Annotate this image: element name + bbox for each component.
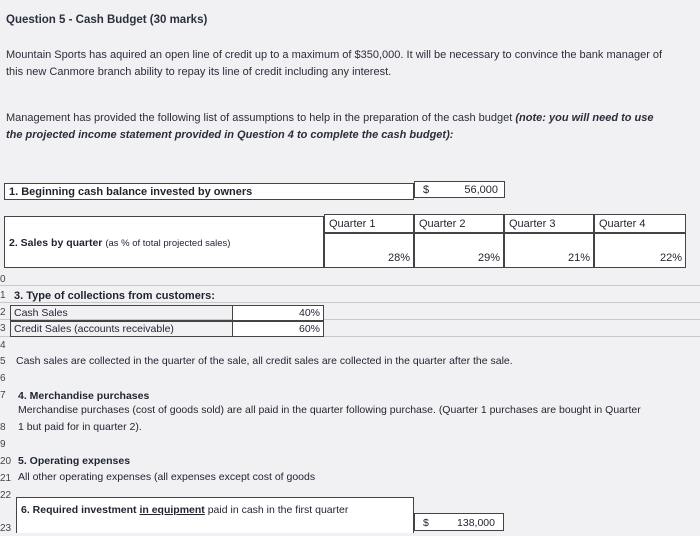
row-number: 1 bbox=[0, 290, 6, 301]
q4-sales-pct[interactable]: 22% bbox=[594, 233, 686, 268]
item6-label-end: paid in cash in the first quarter bbox=[204, 504, 349, 516]
credit-sales-label: Credit Sales (accounts receivable) bbox=[14, 323, 174, 335]
row-number: 3 bbox=[0, 323, 6, 334]
collections-note: Cash sales are collected in the quarter of the sale, all credit sales are collected in the quarter after the sale. bbox=[16, 355, 513, 367]
row-number: 8 bbox=[0, 422, 6, 433]
item6-currency: $ bbox=[423, 517, 429, 529]
item6-value-cell[interactable] bbox=[414, 513, 504, 531]
quarter-4-header: Quarter 4 bbox=[594, 214, 686, 233]
item5-line-1: All other operating expenses (all expenses except cost of goods bbox=[18, 471, 316, 483]
item3-label: 3. Type of collections from customers: bbox=[14, 290, 215, 302]
row-number: 22 bbox=[0, 490, 12, 501]
item1-currency: $ bbox=[423, 184, 430, 196]
credit-sales-pct[interactable]: 60% bbox=[232, 321, 324, 337]
item5-label: 5. Operating expenses bbox=[18, 455, 131, 467]
row-number: 6 bbox=[0, 373, 6, 384]
quarter-2-header: Quarter 2 bbox=[414, 214, 504, 233]
item1-value: 56,000 bbox=[464, 184, 498, 196]
row-number: 20 bbox=[0, 456, 12, 467]
item2-note: (as % of total projected sales) bbox=[105, 238, 231, 249]
q3-sales-pct[interactable]: 21% bbox=[504, 233, 594, 268]
row-number: 23 bbox=[0, 523, 12, 534]
quarter-1-header: Quarter 1 bbox=[324, 214, 414, 233]
row-divider bbox=[0, 285, 700, 286]
item4-line-1: Merchandise purchases (cost of goods sold) are all paid in the quarter following purchase. (Quarter 1 purchases are bought in Quarter bbox=[18, 404, 641, 416]
row-number: 5 bbox=[0, 356, 6, 367]
row-number: 2 bbox=[0, 307, 6, 318]
item2-label-cell bbox=[4, 216, 324, 268]
q2-sales-pct[interactable]: 29% bbox=[414, 233, 504, 268]
item6-label: 6. Required investment bbox=[21, 504, 140, 516]
row-divider bbox=[0, 302, 700, 303]
item1-value-cell[interactable] bbox=[414, 181, 505, 198]
intro-line-1: Mountain Sports has aquired an open line of credit up to a maximum of $350,000. It will be necessary to convince the bank manager of bbox=[6, 49, 663, 61]
quarter-3-header: Quarter 3 bbox=[504, 214, 594, 233]
item6-label-group bbox=[21, 504, 348, 516]
assumptions-text: Management has provided the following list of assumptions to help in the preparation of the cash budget bbox=[6, 112, 516, 124]
cash-sales-label-cell bbox=[10, 305, 232, 321]
row-number: 7 bbox=[0, 390, 6, 401]
assumptions-line-1 bbox=[6, 110, 654, 127]
q1-sales-pct[interactable]: 28% bbox=[324, 233, 414, 268]
item4-label: 4. Merchandise purchases bbox=[18, 390, 150, 402]
item1-label: 1. Beginning cash balance invested by owners bbox=[9, 186, 253, 198]
question-title: Question 5 - Cash Budget (30 marks) bbox=[6, 14, 208, 26]
item2-label-group bbox=[9, 237, 230, 249]
assumptions-line-2: the projected income statement provided in Question 4 to complete the cash budget): bbox=[6, 129, 454, 141]
item4-line-2: 1 but paid for in quarter 2). bbox=[18, 421, 142, 433]
item6-value: 138,000 bbox=[457, 517, 495, 529]
credit-sales-label-cell bbox=[10, 321, 232, 337]
cash-sales-pct[interactable]: 40% bbox=[232, 305, 324, 321]
item2-label: 2. Sales by quarter bbox=[9, 237, 103, 249]
item6-label-cell bbox=[16, 497, 414, 533]
assumptions-note-start: (note: you will need to use bbox=[515, 112, 654, 124]
row-number: 21 bbox=[0, 473, 12, 484]
row-number: 0 bbox=[0, 274, 6, 285]
item1-label-cell bbox=[4, 183, 414, 200]
intro-line-2: this new Canmore branch ability to repay its line of credit including any interest. bbox=[6, 66, 392, 78]
item6-label-underlined: in equipment bbox=[139, 504, 205, 516]
cash-sales-label: Cash Sales bbox=[14, 307, 68, 319]
row-number: 9 bbox=[0, 439, 6, 450]
row-number: 4 bbox=[0, 340, 6, 351]
